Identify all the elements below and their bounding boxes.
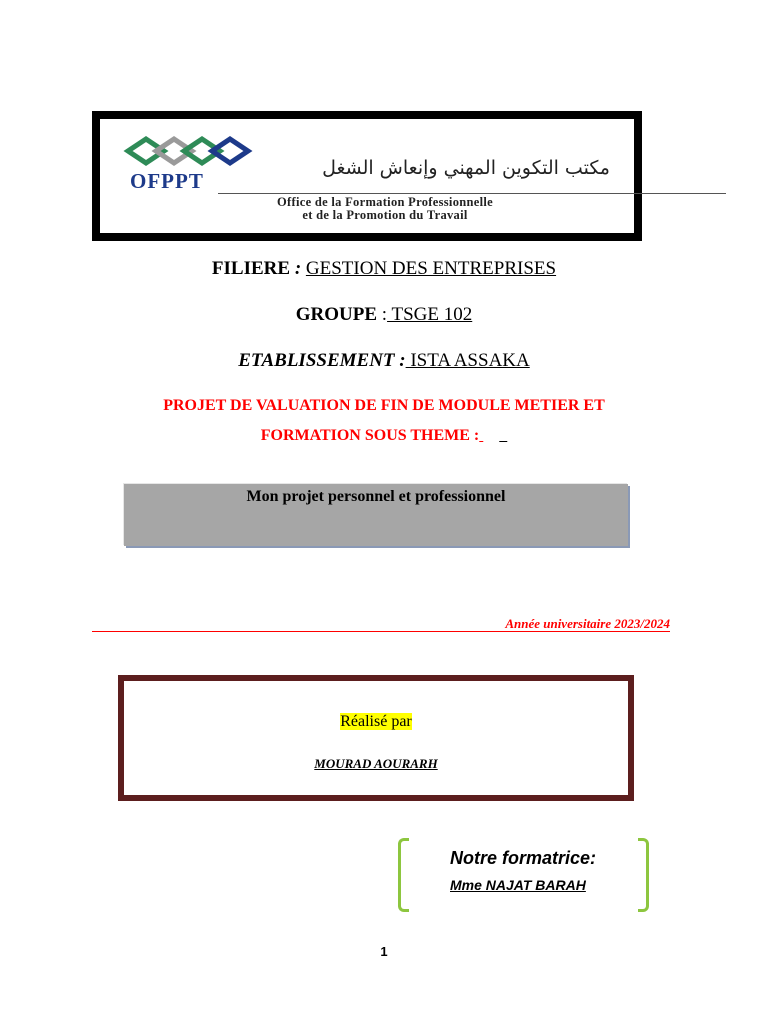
office-line-1: Office de la Formation Professionnelle xyxy=(277,195,493,209)
filiere-line xyxy=(0,258,768,280)
ofppt-logo-banner xyxy=(92,111,642,241)
etablissement-line xyxy=(0,350,768,372)
year-divider xyxy=(92,631,670,632)
left-bracket-icon xyxy=(398,838,409,912)
project-title-line-2: FORMATION SOUS THEME : xyxy=(260,427,480,444)
formatrice-name: Mme NAJAT BARAH xyxy=(450,877,586,893)
academic-year: Année universitaire 2023/2024 xyxy=(505,616,670,631)
logo-divider xyxy=(218,193,726,194)
realise-par-label xyxy=(124,713,628,731)
theme-title: Mon projet personnel et professionnel xyxy=(246,488,506,505)
ofppt-arabic-name: مكتب التكوين المهني وإنعاش الشغل xyxy=(322,157,610,179)
page-number: 1 xyxy=(380,944,388,959)
right-bracket-icon xyxy=(638,838,649,912)
project-title-blank xyxy=(479,427,483,444)
groupe-label: GROUPE xyxy=(295,304,378,325)
realise-par-text: Réalisé par xyxy=(340,713,412,730)
formatrice-title: Notre formatrice: xyxy=(450,848,597,868)
project-title-line-1: PROJET DE VALUATION DE FIN DE MODULE METIER ET xyxy=(163,397,605,414)
project-title-blank-2 xyxy=(499,427,507,444)
author-box xyxy=(118,675,634,801)
theme-box xyxy=(124,484,628,546)
etablissement-value: ISTA ASSAKA xyxy=(405,350,530,371)
filiere-value: GESTION DES ENTREPRISES xyxy=(305,258,557,279)
author-name: MOURAD AOURARH xyxy=(314,756,438,771)
office-line-2: et de la Promotion du Travail xyxy=(302,208,468,222)
project-title xyxy=(100,391,668,451)
filiere-label: FILIERE xyxy=(211,258,291,279)
groupe-separator: : xyxy=(381,304,388,325)
ofppt-acronym: OFPPT xyxy=(130,169,204,193)
etablissement-separator: : xyxy=(399,350,406,371)
groupe-value: TSGE 102 xyxy=(387,304,473,325)
groupe-line xyxy=(0,304,768,326)
etablissement-label: ETABLISSEMENT xyxy=(238,350,395,371)
filiere-separator: : xyxy=(294,258,302,279)
